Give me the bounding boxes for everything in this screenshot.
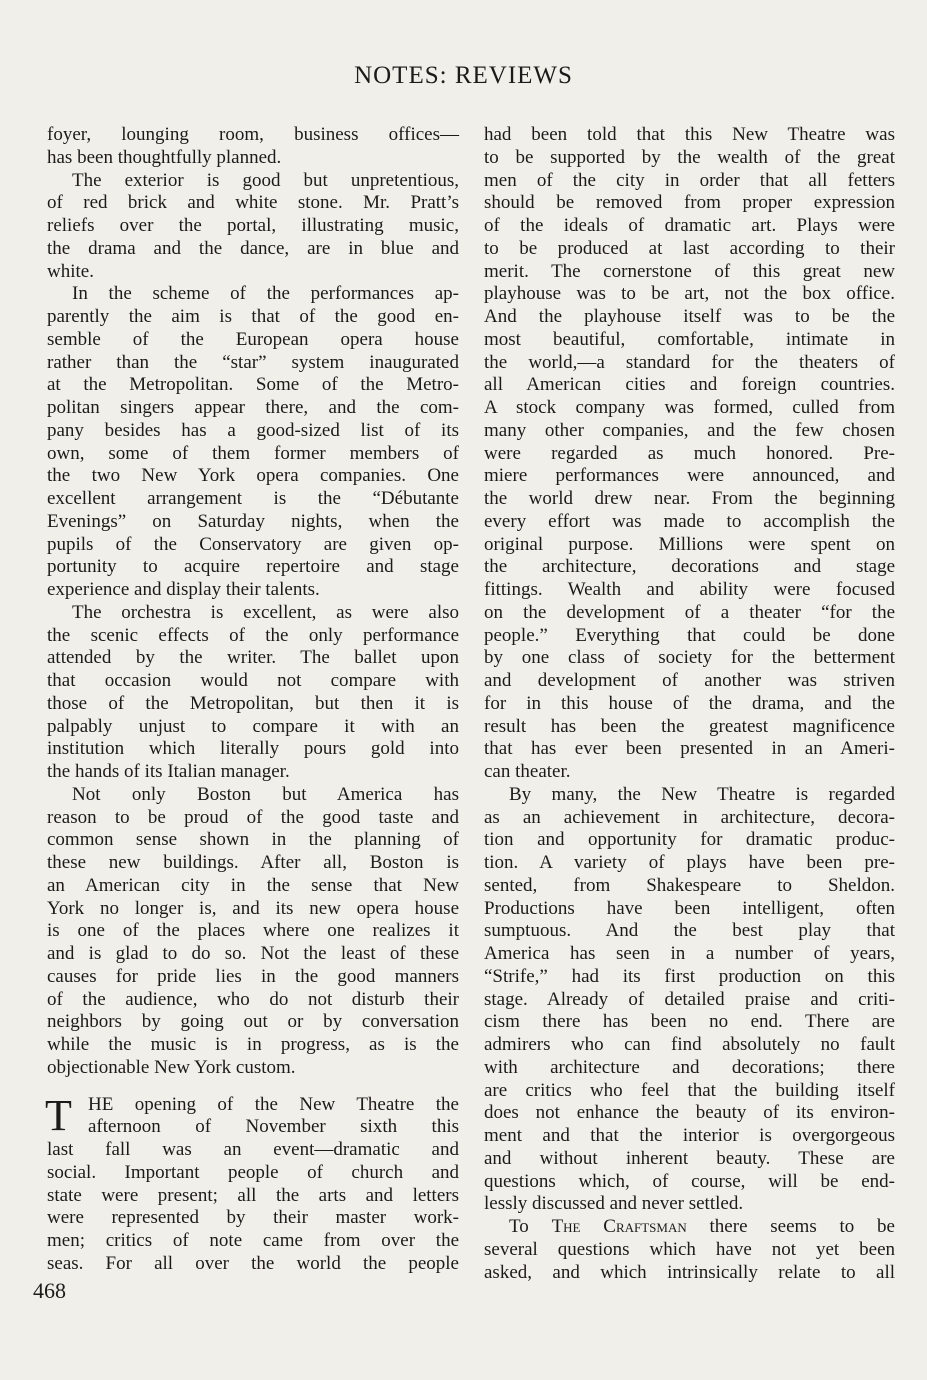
page-number: 468 xyxy=(33,1278,66,1303)
text-line: white. xyxy=(47,260,94,282)
text-line: sented, from Shakespeare to Sheldon. xyxy=(484,874,895,896)
text-line: cism there has been no end. There are xyxy=(484,1011,895,1033)
text-line: HE opening of the New Theatre the xyxy=(88,1093,459,1115)
text-line: original purpose. Millions were spent on xyxy=(484,533,895,555)
text-line: tion and opportunity for dramatic produc- xyxy=(484,829,895,851)
text-line: portunity to acquire repertoire and stage xyxy=(47,556,459,578)
text-line: and is glad to do so. Not the least of these xyxy=(47,943,459,964)
text-line: lessly discussed and never settled. xyxy=(484,1193,744,1215)
text-line: neighbors by going out or by conversation xyxy=(47,1011,459,1033)
text-line: the world,—a standard for the theaters of xyxy=(484,351,895,373)
text-line: playhouse was to be art, not the box office. xyxy=(484,283,895,305)
text-line: has been thoughtfully planned. xyxy=(47,146,282,168)
text-line: merit. The cornerstone of this great new xyxy=(484,260,895,282)
text-line: many other companies, and the few chosen xyxy=(484,419,895,441)
text-line: The orchestra is excellent, as were also xyxy=(72,601,459,623)
text-line: objectionable New York custom. xyxy=(47,1056,296,1078)
text-line: is one of the places where one realizes it xyxy=(47,920,459,942)
text-line: tion. A variety of plays have been pre- xyxy=(484,852,895,873)
text-line: to be produced at last according to their xyxy=(484,237,895,259)
text-line: while the music is in progress, as is the xyxy=(47,1034,459,1055)
text-line: these new buildings. After all, Boston is xyxy=(47,852,459,873)
text-line: are critics who feel that the building itself xyxy=(484,1079,895,1101)
text-line: stage. Already of detailed praise and criti- xyxy=(484,988,895,1010)
text-line: excellent arrangement is the “Débutante xyxy=(47,488,459,509)
left-column xyxy=(47,124,459,1276)
text-line: that has ever been presented in an Ameri- xyxy=(484,738,895,760)
text-line: reason to be proud of the good taste and xyxy=(47,806,459,828)
text-line: By many, the New Theatre is regarded xyxy=(509,783,895,805)
text-line: on the development of a theater “for the xyxy=(484,601,895,623)
text-line: A stock company was formed, culled from xyxy=(484,397,895,418)
text-line: ment and that the interior is overgorgeous xyxy=(484,1125,895,1146)
text-line: at the Metropolitan. Some of the Metro- xyxy=(47,374,459,396)
text-line: state were present; all the arts and letters xyxy=(47,1184,459,1206)
text-line: of red brick and white stone. Mr. Pratt’s xyxy=(47,192,459,214)
text-fragment: To xyxy=(509,1216,529,1237)
text-line: men; critics of note came from over the xyxy=(47,1230,459,1251)
text-line: fittings. Wealth and ability were focused xyxy=(484,579,895,600)
text-line: the scenic effects of the only performance xyxy=(47,624,459,646)
text-line: parently the aim is that of the good en- xyxy=(47,306,459,327)
text-line: most beautiful, comfortable, intimate in xyxy=(484,328,895,350)
text-line: miere performances were announced, and xyxy=(484,465,895,487)
text-line: several questions which have not yet been xyxy=(484,1238,895,1260)
text-line: to be supported by the wealth of the great xyxy=(484,146,895,168)
magazine-name: The Craftsman xyxy=(551,1216,687,1237)
text-line: questions which, of course, will be end- xyxy=(484,1170,895,1192)
text-line: the hands of its Italian manager. xyxy=(47,761,290,782)
text-line: for in this house of the drama, and the xyxy=(484,692,895,714)
text-line: can theater. xyxy=(484,761,571,782)
text-line: own, some of them former members of xyxy=(47,442,459,464)
text-line: had been told that this New Theatre was xyxy=(484,124,895,145)
text-line: The exterior is good but unpretentious, xyxy=(72,169,459,191)
text-line: “Strife,” had its first production on this xyxy=(484,965,895,987)
text-line: pupils of the Conservatory are given op- xyxy=(47,533,459,555)
text-line: were represented by their master work- xyxy=(47,1207,459,1229)
text-line: America has seen in a number of years, xyxy=(484,943,895,964)
text-line: last fall was an event—dramatic and xyxy=(47,1139,459,1160)
text-line: an American city in the sense that New xyxy=(47,874,459,896)
text-line: experience and display their talents. xyxy=(47,579,320,600)
text-line: afternoon of November sixth this xyxy=(88,1116,459,1138)
text-line xyxy=(484,1216,895,1239)
text-line: the two New York opera companies. One xyxy=(47,465,459,487)
text-line: semble of the European opera house xyxy=(47,328,459,350)
text-line: politan singers appear there, and the com- xyxy=(47,397,459,418)
text-line: of the ideals of dramatic art. Plays were xyxy=(484,215,895,236)
text-line: seas. For all over the world the people xyxy=(47,1252,459,1274)
text-line: result has been the greatest magnificence xyxy=(484,715,895,737)
text-line: with architecture and decorations; there xyxy=(484,1056,895,1078)
text-line: those of the Metropolitan, but then it is xyxy=(47,692,459,714)
text-line: and development of another was striven xyxy=(484,670,895,691)
text-line: foyer, lounging room, business offices— xyxy=(47,124,459,145)
text-line: reliefs over the portal, illustrating music, xyxy=(47,215,459,236)
running-head: NOTES: REVIEWS xyxy=(354,62,573,89)
text-line: people.” Everything that could be done xyxy=(484,624,895,646)
text-line: every effort was made to accomplish the xyxy=(484,510,895,532)
text-line: institution which literally pours gold into xyxy=(47,738,459,760)
text-line: by one class of society for the betterment xyxy=(484,647,895,669)
text-line: should be removed from proper expression xyxy=(484,192,895,214)
text-line: of the audience, who do not disturb their xyxy=(47,988,459,1010)
text-line: and without inherent beauty. These are xyxy=(484,1147,895,1169)
text-line: the world drew near. From the beginning xyxy=(484,488,895,509)
text-line: social. Important people of church and xyxy=(47,1161,459,1183)
text-line: all American cities and foreign countries. xyxy=(484,374,895,396)
text-line: Productions have been intelligent, often xyxy=(484,897,895,919)
text-line: asked, and which intrinsically relate to all xyxy=(484,1261,895,1283)
text-line: rather than the “star” system inaugurated xyxy=(47,351,459,373)
text-line: York no longer is, and its new opera house xyxy=(47,897,459,919)
text-line: men of the city in order that all fetters xyxy=(484,169,895,191)
text-line: palpably unjust to compare it with an xyxy=(47,715,459,737)
right-column xyxy=(484,124,895,1284)
text-line: the architecture, decorations and stage xyxy=(484,556,895,578)
section-gap xyxy=(47,1080,459,1094)
text-line: does not enhance the beauty of its environ- xyxy=(484,1102,895,1124)
text-line: Evenings” on Saturday nights, when the xyxy=(47,510,459,532)
text-line: And the playhouse itself was to be the xyxy=(484,306,895,327)
drop-cap: T xyxy=(45,1090,72,1140)
text-line: causes for pride lies in the good manners xyxy=(47,965,459,987)
text-line: common sense shown in the planning of xyxy=(47,829,459,851)
text-line: sumptuous. And the best play that xyxy=(484,920,895,942)
text-line: In the scheme of the performances ap- xyxy=(72,283,459,305)
section-opening xyxy=(45,1090,459,1276)
text-line: were regarded as much honored. Pre- xyxy=(484,442,895,464)
text-line: pany besides has a good-sized list of its xyxy=(47,419,459,441)
text-line: admirers who can find absolutely no fault xyxy=(484,1034,895,1055)
text-line: as an achievement in architecture, decora- xyxy=(484,806,895,828)
text-line: Not only Boston but America has xyxy=(72,783,459,805)
text-line: the drama and the dance, are in blue and xyxy=(47,237,459,259)
text-line: that occasion would not compare with xyxy=(47,670,459,691)
text-line: attended by the writer. The ballet upon xyxy=(47,647,459,669)
text-fragment: there seems to be xyxy=(709,1216,895,1237)
